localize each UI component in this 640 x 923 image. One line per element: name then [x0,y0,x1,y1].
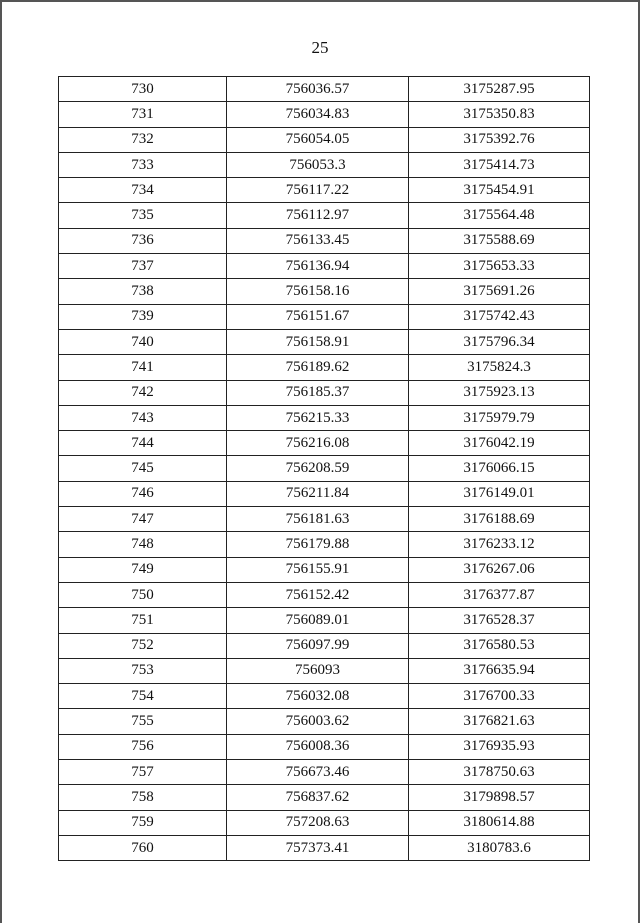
x-coordinate-cell: 756112.97 [227,203,409,228]
x-coordinate-cell: 756208.59 [227,456,409,481]
y-coordinate-cell: 3175824.3 [409,355,590,380]
y-coordinate-cell: 3176821.63 [409,709,590,734]
table-row [59,279,590,304]
x-coordinate-cell: 756155.91 [227,557,409,582]
y-coordinate-cell: 3175588.69 [409,228,590,253]
point-number-cell: 736 [59,228,227,253]
point-number-cell: 731 [59,102,227,127]
y-coordinate-cell: 3175653.33 [409,254,590,279]
table-row [59,684,590,709]
x-coordinate-cell: 756003.62 [227,709,409,734]
table-row [59,785,590,810]
y-coordinate-cell: 3175923.13 [409,380,590,405]
x-coordinate-cell: 756089.01 [227,608,409,633]
point-number-cell: 750 [59,582,227,607]
table-row [59,127,590,152]
y-coordinate-cell: 3178750.63 [409,760,590,785]
point-number-cell: 730 [59,77,227,102]
point-number-cell: 759 [59,810,227,835]
x-coordinate-cell: 756032.08 [227,684,409,709]
point-number-cell: 741 [59,355,227,380]
point-number-cell: 752 [59,633,227,658]
point-number-cell: 751 [59,608,227,633]
point-number-cell: 733 [59,152,227,177]
point-number-cell: 756 [59,734,227,759]
x-coordinate-cell: 756053.3 [227,152,409,177]
point-number-cell: 753 [59,658,227,683]
x-coordinate-cell: 756151.67 [227,304,409,329]
point-number-cell: 748 [59,532,227,557]
point-number-cell: 743 [59,405,227,430]
x-coordinate-cell: 756181.63 [227,507,409,532]
point-number-cell: 739 [59,304,227,329]
x-coordinate-cell: 756008.36 [227,734,409,759]
page-number: 25 [311,38,329,57]
y-coordinate-cell: 3176700.33 [409,684,590,709]
point-number-cell: 738 [59,279,227,304]
x-coordinate-cell: 756185.37 [227,380,409,405]
point-number-cell: 735 [59,203,227,228]
table-row [59,228,590,253]
x-coordinate-cell: 756093 [227,658,409,683]
x-coordinate-cell: 756215.33 [227,405,409,430]
x-coordinate-cell: 756211.84 [227,481,409,506]
y-coordinate-cell: 3176528.37 [409,608,590,633]
point-number-cell: 747 [59,507,227,532]
x-coordinate-cell: 756133.45 [227,228,409,253]
table-row [59,633,590,658]
y-coordinate-cell: 3179898.57 [409,785,590,810]
coordinates-table-body [59,77,590,861]
table-row [59,557,590,582]
y-coordinate-cell: 3175287.95 [409,77,590,102]
point-number-cell: 749 [59,557,227,582]
table-row [59,431,590,456]
x-coordinate-cell: 756158.16 [227,279,409,304]
table-row [59,481,590,506]
table-row [59,760,590,785]
x-coordinate-cell: 756158.91 [227,329,409,354]
point-number-cell: 740 [59,329,227,354]
x-coordinate-cell: 756136.94 [227,254,409,279]
x-coordinate-cell: 756034.83 [227,102,409,127]
y-coordinate-cell: 3176066.15 [409,456,590,481]
coordinates-table [58,76,590,861]
x-coordinate-cell: 756189.62 [227,355,409,380]
point-number-cell: 742 [59,380,227,405]
table-row [59,304,590,329]
x-coordinate-cell: 757373.41 [227,835,409,860]
table-row [59,405,590,430]
y-coordinate-cell: 3180614.88 [409,810,590,835]
table-row [59,254,590,279]
table-row [59,835,590,860]
x-coordinate-cell: 756179.88 [227,532,409,557]
point-number-cell: 755 [59,709,227,734]
y-coordinate-cell: 3175742.43 [409,304,590,329]
y-coordinate-cell: 3176188.69 [409,507,590,532]
table-row [59,532,590,557]
point-number-cell: 734 [59,178,227,203]
page-edge-top [0,0,640,2]
table-row [59,355,590,380]
y-coordinate-cell: 3176267.06 [409,557,590,582]
y-coordinate-cell: 3175414.73 [409,152,590,177]
point-number-cell: 758 [59,785,227,810]
table-row [59,380,590,405]
x-coordinate-cell: 756216.08 [227,431,409,456]
point-number-cell: 737 [59,254,227,279]
point-number-cell: 757 [59,760,227,785]
x-coordinate-cell: 756036.57 [227,77,409,102]
table-row [59,152,590,177]
y-coordinate-cell: 3176149.01 [409,481,590,506]
table-row [59,810,590,835]
y-coordinate-cell: 3175454.91 [409,178,590,203]
page-edge-left [0,0,2,923]
x-coordinate-cell: 756837.62 [227,785,409,810]
y-coordinate-cell: 3175796.34 [409,329,590,354]
table-row [59,582,590,607]
table-row [59,608,590,633]
point-number-cell: 732 [59,127,227,152]
y-coordinate-cell: 3175691.26 [409,279,590,304]
point-number-cell: 745 [59,456,227,481]
y-coordinate-cell: 3176377.87 [409,582,590,607]
table-row [59,709,590,734]
point-number-cell: 760 [59,835,227,860]
x-coordinate-cell: 756117.22 [227,178,409,203]
y-coordinate-cell: 3175979.79 [409,405,590,430]
table-row [59,102,590,127]
y-coordinate-cell: 3176635.94 [409,658,590,683]
table-row [59,203,590,228]
table-row [59,77,590,102]
x-coordinate-cell: 756673.46 [227,760,409,785]
y-coordinate-cell: 3175350.83 [409,102,590,127]
table-row [59,329,590,354]
y-coordinate-cell: 3180783.6 [409,835,590,860]
y-coordinate-cell: 3175564.48 [409,203,590,228]
table-row [59,456,590,481]
table-row [59,178,590,203]
y-coordinate-cell: 3176580.53 [409,633,590,658]
table-row [59,658,590,683]
x-coordinate-cell: 756097.99 [227,633,409,658]
x-coordinate-cell: 756152.42 [227,582,409,607]
point-number-cell: 746 [59,481,227,506]
x-coordinate-cell: 756054.05 [227,127,409,152]
y-coordinate-cell: 3175392.76 [409,127,590,152]
x-coordinate-cell: 757208.63 [227,810,409,835]
point-number-cell: 744 [59,431,227,456]
point-number-cell: 754 [59,684,227,709]
y-coordinate-cell: 3176935.93 [409,734,590,759]
y-coordinate-cell: 3176042.19 [409,431,590,456]
table-row [59,734,590,759]
table-row [59,507,590,532]
y-coordinate-cell: 3176233.12 [409,532,590,557]
